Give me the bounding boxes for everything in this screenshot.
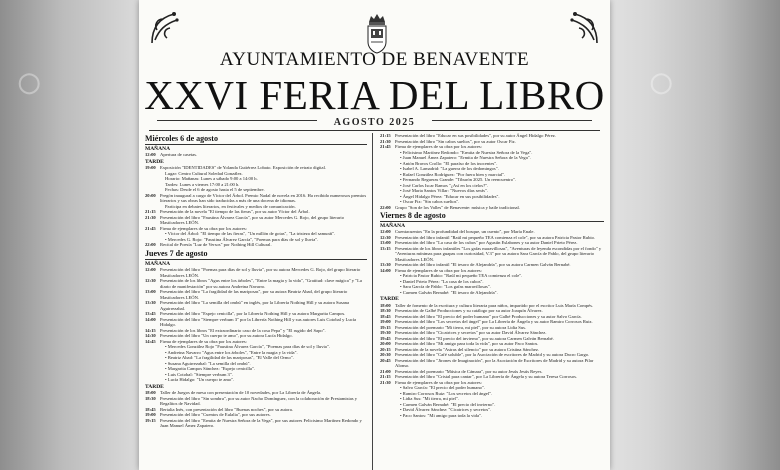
entry-time: 13:30 [145,300,156,306]
program-entry [145,278,367,289]
program-column-right [380,133,604,418]
entry-time: 12:30 [380,234,391,240]
entry-text: Presentación del libro "Faustina Álvarez García", por su autor Mercedes G. Rojo, del grupo literario Mastícadores LEÓN. [160,214,344,226]
section-label: TARDE [145,158,164,165]
corner-ornament-icon [564,10,600,46]
program-subentry: • Sara García de Pablo: "Los gafas maravillosas". [400,284,491,290]
entry-text: Presentación del libro "Jirones de Imaginación", por la Asociación de Escritores de Madrid y su autora Pilar Alonso. [395,357,594,369]
program-subentry: • José Maria Santos Villar: "Nuevos días serás". [400,188,488,193]
poster [139,0,610,470]
program-entry [380,358,604,369]
program-entry [380,144,604,150]
entry-text: Presentación del poemario "Mi tierra, mi piel", por su autora Lidia Sus. [395,324,527,330]
entry-text: Presentación del libro "Sin sombra", por su autor Nacho Domínguez, con la colaboración de Prestamistas y Regalitos de Navidad. [160,395,358,407]
entry-text: Presentación del libro "El precio del poder humano" por Galbé Producciones y su autor Salvo García. [395,313,582,319]
entry-text: Presentación de la novela "El tiempo de las fieras", por su autor Víctor del Árbol. [160,209,310,215]
entry-text: Presentación del libro "Cicatrices y secretos" por su autor David Álvarez Sánchez. [395,330,547,336]
program-subentry: • Andreina Navarro "Agus entre los árboles", "Entre la magia y la vida". [165,349,298,355]
entry-time: 19:00 [145,165,156,171]
entry-time: 13:00 [145,289,156,295]
entry-time: 21:30 [145,214,156,220]
divider [149,130,600,131]
entry-time: 21:15 [380,133,391,138]
program-entry [145,165,367,171]
program-subentry: • Margarita Campos Sánchez: "Espejo cenicilla". [165,366,255,372]
program-entry [145,289,367,300]
section-label: MAÑANA [380,222,406,229]
page-title: XXVI FERIA DEL LIBRO [144,72,605,118]
entry-text: Presentación del libro "Educar en sus posibilidades", por su autor Ángel Hidalgo Pérez. [395,133,556,138]
entry-time: 18:45 [145,406,156,412]
program-subentry: Horario: Mañanas: Lunes a sábado 9:00 a 14:00 h. [165,176,258,182]
entry-time: 20:00 [380,341,391,347]
entry-text: Recital de Poesía "Luz de Versos" por Nothing Hill Cultural. [160,242,272,248]
entry-text: Presentación de los libros "Agus entre los árboles", "Entre la magia y la vida", "Gratitud: clave mágica" y "La diario de manifestación" por su autora Andreina Navarro. [160,278,362,289]
program-entry [380,205,604,211]
program-subentry: • Lucía Hidalgo: "Un cuerpo te amo". [165,377,235,383]
entry-text: Grupo "Son de los Valles" de Benavente: música y baile tradicional. [395,204,520,210]
program-entry [145,215,367,226]
entry-text: Presentación de Galbé Producciones y su catálogo por su autor Joaquín Álvarez. [395,308,543,314]
program-subentry: • Juan Manuel Ámez Zapatero: "Ermita de Nuestra Señora de la Vega". [400,155,531,160]
program-entry [145,242,367,248]
entry-time: 21:45 [145,225,156,231]
divider [432,120,592,121]
entry-time: 14:15 [145,327,156,333]
coat-of-arms-icon [366,12,388,54]
entry-time: 12:30 [145,278,156,284]
organization-name: AYUNTAMIENTO DE BENAVENTE [219,49,530,70]
program-column-left [145,133,367,429]
program-subentry: Participa en debates literarios, en festivales y medios de comunicación. [165,203,296,209]
program-subentry: • Luis Cotobal: "Siempre verbum 3". [165,371,233,377]
entry-text: Presentación del libro "Poemas para días de sol y lluvia", por su autora Mercedes G. Rojo, del grupo literario Mastícadores LEÓN. [160,267,361,278]
section-label: TARDE [380,296,399,303]
entry-time: 20:45 [380,357,391,363]
program-subentry: • Fernando Regueras Grande: "Tiburón 2025. Un reencuentro". [400,177,517,182]
day-heading: Viernes 8 de agosto [380,211,446,220]
program-subentry: • Susana Aguirrezabal: "La semilla del ombú". [165,360,251,366]
entry-time: 21:15 [145,209,156,215]
entry-time: 14:30 [145,333,156,339]
program-subentry: • Mercedes G. Rojo: "Faustina Álvarez García", "Poemas para días de sol y lluvia". [165,236,319,242]
entry-text: Presentación del libro "La semilla del ombú" en inglés, por la Librería Nothing Hill y su autora Susana Aguirrezabal. [160,300,349,311]
entry-time: 20:00 [145,192,156,198]
program-subentry: • David Álvarez Sánchez: "Cicatrices y secretos". [400,407,492,413]
entry-text: Presentación de los libros infantiles "Los gafas maravillosas", "Aventuras de leyenda escondidas por el fondo" y "Aventuras mínimas para guapas con curiosidad, V.3" por su autora Sara García de Pablo, del grupo literario Mastícadores LEÓN. [395,245,602,262]
day-heading: Miércoles 6 de agosto [145,134,218,143]
program-subentry: • Daniel Prieto Pérez: "La casa de los cubos". [400,278,484,284]
entry-time: 19:15 [145,417,156,423]
program-subentry: • Patricia Pastor Rubio: "Raúl mi pequeño TEA comienza el cole". [400,273,523,279]
program-entry [145,152,367,158]
column-divider [372,133,373,470]
entry-text: Presentación del libro "La casa de los cubos" por Agustín Eslabones y su autor Daniel Prieto Pérez. [395,240,578,246]
program-subentry: • Carmen Galván Bernabé: "El tesoro de Alejandría". [400,289,498,295]
program-entry [145,418,367,429]
entry-time: 20:15 [380,346,391,352]
entry-time: 19:30 [380,330,391,336]
section-label: MAÑANA [145,145,171,152]
entry-text: Presentación del libro infantil "El tesoro de Alejandría", por su autora Carmen Galván Bernabé. [395,262,571,268]
entry-time: 12:00 [380,229,391,235]
entry-text: Presentación del libro "Cristal para cantar", por La Librería de Ángela y su autora Teresa Corrosos. [395,374,578,380]
program-subentry: Tardes: Lunes a viernes 17:00 a 21:00 h. [165,181,240,187]
entry-time: 21:30 [380,138,391,144]
entry-text: Apertura de casetas. [160,152,198,158]
entry-text: Firma de ejemplares de su obra por los autores: [395,267,483,273]
program-subentry: • Salvo García: "El precio del poder humano". [400,385,485,391]
entry-text: Firma de ejemplares de su obra por los autores: [160,338,248,344]
entry-time: 19:00 [380,319,391,325]
entry-text: Presentación del libro "Siempre verbum 3" por la Librería Nothing Hill y sus autores Luis Cotobal y Lucía Hidalgo. [160,316,357,328]
entry-time: 18:30 [380,308,391,314]
entry-text: Pregón inaugural a cargo de Víctor del Árbol. Premio Nadal de novela en 2016. Ha recibido numerosos premios literarios y sus obras han sido traducidas a más de una docena de idiomas. [160,192,367,204]
entry-text: Firma de ejemplares de su obra por los autores: [160,225,248,231]
entry-text: Presentación del libro "Cuentos de Eulalia", por sus autores. [160,412,271,418]
section-label: TARDE [145,383,164,390]
entry-text: Presentación del libro infantil "Raúl mi pequeño TEA comienza el cole", por su autora Patricia Pastor Rubio. [395,234,596,240]
entry-time: 21:15 [380,374,391,380]
entry-text: Firma de ejemplares de su obra por los autores: [395,144,483,149]
entry-text: Presentación del libro "Sin cabos sueltos", por su autor Oscar Fiz. [395,138,516,144]
entry-time: 18:30 [145,395,156,401]
entry-time: 18:45 [380,313,391,319]
program-subentry: • Mercedes González Rojo "Faustina Álvarez García", "Poemas para días de sol y lluvia". [165,344,330,350]
entry-time: 18:00 [145,390,156,396]
background-watermark: ◯ [650,72,673,94]
entry-text: Presentación del libro "Un cuerpo te amo", por su autora Lucía Hidalgo. [160,333,293,339]
program-subentry: • Isabel A. Lamadrid: "La guerra de los dedomingos". [400,166,499,171]
entry-text: Presentación de la novela "Astras del silencio" por su autora Cristina Sánchez. [395,346,540,352]
day-heading-underline [145,144,367,145]
program-subentry: • Ramiro Corrosos Ruiz: "Los secretos del ángel". [400,390,493,396]
program-entry [145,267,367,278]
entry-time: 22:00 [145,242,156,248]
entry-text: Taller de Juegos de mesa con presentación de 10 novedades, por La Librería de Ángela. [160,390,322,396]
section-label: MAÑANA [145,260,171,267]
program-subentry: • Ángel Hidalgo Pérez: "Educar en sus posibilidades". [400,193,500,199]
entry-text: Presentación del libro "Espejo cenicilla", por la Librería Nothing Hill y su autora Margarita Campos. [160,311,346,317]
program-subentry: • Oscar Fiz: "Sin cabos sueltos". [400,199,460,204]
program-subentry: • Lidia Sus: "Mi tierra, mi piel". [400,396,459,402]
entry-text: Taller de fomento de la escritura y cultura literaria para niños, impartido por el escritor Luis María Compés. [395,302,594,308]
entry-text: Firma de ejemplares de su obra por los autores: [395,379,483,385]
program-subentry: • Beatriz Abad: "La fragilidad de las mariposas", "El Valle del Ormo". [165,355,294,361]
corner-ornament-icon [149,10,185,46]
program-subentry: • Rafael González Rodríguez: "Por fuera bien y marcial". [400,171,506,177]
program-entry [145,317,367,328]
program-subentry: • Felicisimo Martínez Redondo: "Ermita de Nuestra Señora de la Vega". [400,149,533,155]
entry-time: 14:00 [145,316,156,322]
entry-text: Presentación del poemario "Música de Cámara", por su autor Jesús Jesús Reyes. [395,368,543,374]
entry-time: 14:45 [145,338,156,344]
entry-text: Presentación del libro "Los secretos del ángel" por La Librería de Ángela y su autor Ramiro Corrosos Ruiz. [395,319,593,325]
program-entry [380,246,604,263]
program-subentry: • Paco Santos: "Mi amigo para toda la vida". [400,412,483,418]
entry-time: 19:00 [145,412,156,418]
program-subentry: Fechas: Desde el 6 de agosto hasta el 5 de septiembre. [165,187,265,193]
entry-text: Exposición "IDENTIDADES" de Yolanda Gutiérrez Lobato. Exposición de retrato digital. [160,165,327,171]
entry-time: 19:15 [380,324,391,330]
day-heading: Jueves 7 de agosto [145,248,208,258]
entry-text: Bertalia Inés, con presentación del libro "Buenas noches", por su autora. [160,406,293,412]
program-entry [145,193,367,204]
entry-time: 14:00 [380,267,391,273]
day-heading-underline [145,259,367,260]
program-entry [145,396,367,407]
program-subentry: Lugar: Centro Cultural Soledad González. [165,170,243,176]
entry-time: 19:45 [380,335,391,341]
entry-time: 13:30 [380,262,391,268]
entry-time: 13:15 [380,245,391,251]
entry-text: Presentación de los libros "El extraordinario caso de la cosa Pepa" y "El rugido del Sapo". [160,327,326,333]
program-subentry: • Carmen Galván Bernabé: "El precio del invierno". [400,401,496,407]
entry-time: 13:00 [380,240,391,246]
entry-text: Cuentacuentos "En la profundidad del bosque, un cuento", por María Enale. [395,229,535,235]
entry-time: 18:00 [380,302,391,308]
entry-time: 21:45 [380,144,391,149]
entry-text: Presentación del libro "Mi amigo para toda la vida", por su autor Paco Santos. [395,341,539,347]
entry-text: Presentación del libro "La fragilidad de las mariposas", por su autora Beatriz Abad, del grupo literario Mastícadores LEÓN. [160,289,348,300]
event-date: AGOSTO 2025 [333,117,416,128]
day-heading-underline [380,221,604,222]
background-watermark: ◯ [18,72,41,94]
entry-text: Presentación del libro "Café soluble", por la Asociación de escritores de Madrid y su autora Dacro Gargo. [395,352,590,358]
entry-time: 12:00 [145,267,156,273]
entry-time: 21:30 [380,379,391,385]
entry-time: 13:45 [145,311,156,317]
entry-text: Presentación del libro "Ermita de Nuestra Señora de la Vega", por sus autores Felicisimo Martínez Redondo y Juan Manuel Ámez Zapatero. [160,417,362,429]
entry-text: Presentación del libro "El precio del invierno", por su autora Carmen Galván Bernabé. [395,335,554,341]
program-subentry: • Víctor del Árbol: "El tiempo de las fieras", "Un millón de gotas", "La tristeza del samurái". [165,231,336,237]
entry-time: 20:30 [380,352,391,358]
entry-time: 12:00 [145,152,156,158]
program-subentry: • José Carlos Iscar Ramos "¿Así en los cielos?". [400,182,489,188]
entry-time: 22:00 [380,204,391,210]
entry-time: 21:00 [380,368,391,374]
program-subentry: • Antón Bravos Crollo: "El paraíso de los inocentes". [400,160,498,166]
program-entry [145,300,367,311]
